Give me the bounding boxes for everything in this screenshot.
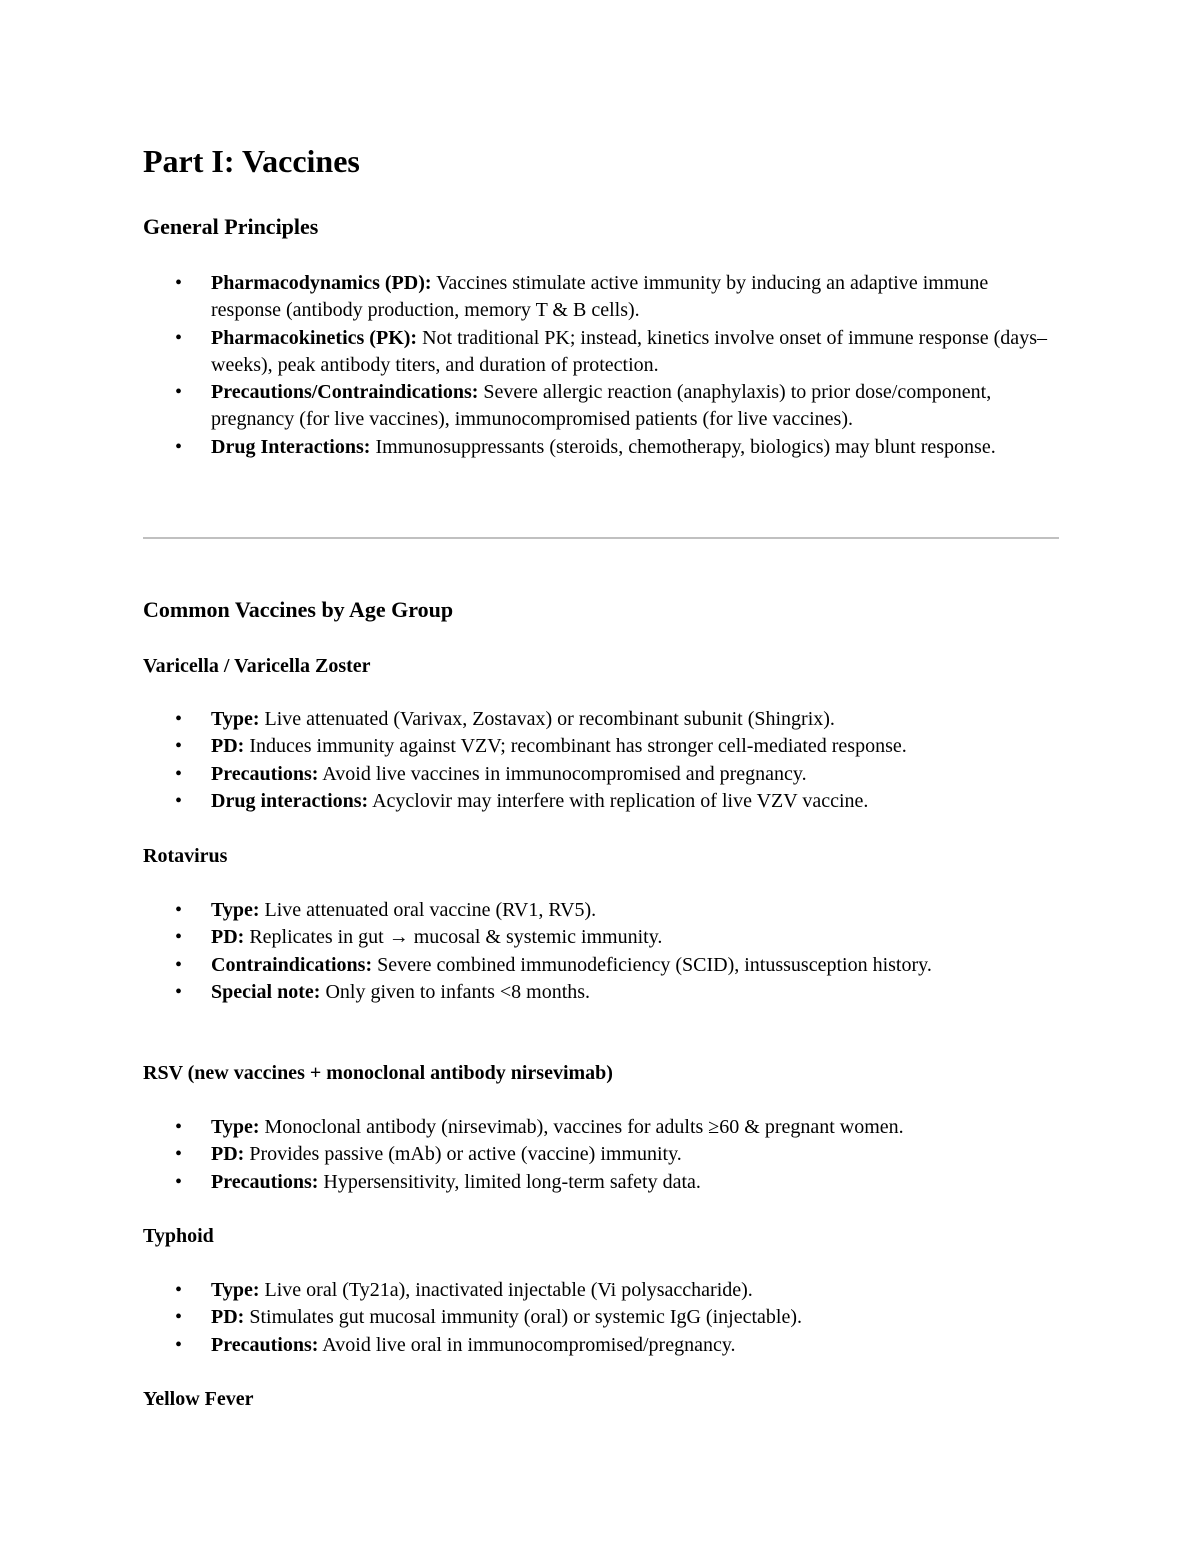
bullet-icon: • — [175, 708, 183, 730]
list-item: • Type: Live oral (Ty21a), inactivated injectable (Vi polysaccharide). — [143, 1277, 1059, 1304]
list-item: • Precautions: Hypersensitivity, limited long-term safety data. — [143, 1169, 1059, 1196]
bullet-icon: • — [175, 762, 183, 785]
list-item: • PD: Provides passive (mAb) or active (vaccine) immunity. — [143, 1141, 1059, 1168]
bullet-icon: • — [175, 789, 183, 812]
list-item: • Precautions: Avoid live vaccines in immunocompromised and pregnancy. — [143, 761, 1059, 788]
horizontal-divider — [143, 537, 1059, 539]
bullet-icon: • — [175, 980, 183, 1003]
typhoid-heading: Typhoid — [143, 1225, 214, 1247]
bullet-icon: • — [175, 326, 183, 349]
list-item: • Type: Live attenuated (Varivax, Zostavax) or recombinant subunit (Shingrix). — [143, 706, 1059, 733]
bullet-icon: • — [175, 899, 183, 921]
bullet-icon: • — [175, 1143, 183, 1166]
list-item: • Precautions: Avoid live oral in immunocompromised/pregnancy. — [143, 1332, 1059, 1359]
typhoid-list — [143, 1277, 1059, 1359]
rsv-list — [143, 1114, 1059, 1196]
bullet-icon: • — [175, 272, 183, 294]
bullet-icon: • — [175, 1116, 183, 1138]
list-item: • Precautions/Contraindications: Severe allergic reaction (anaphylaxis) to prior dose/component, pregnancy (for live vaccines), immunocompromised patients (for live vaccines). — [175, 381, 992, 431]
rsv-heading: RSV (new vaccines + monoclonal antibody nirsevimab) — [143, 1062, 613, 1084]
common-vaccines-heading: Common Vaccines by Age Group — [143, 597, 454, 622]
bullet-icon: • — [175, 381, 183, 404]
bullet-icon: • — [175, 1333, 183, 1356]
list-item: • Pharmacokinetics (PK): Not traditional PK; instead, kinetics involve onset of immune response (days–weeks), peak antibody titers, and duration of protection. — [175, 326, 1047, 376]
list-item: • Drug Interactions: Immunosuppressants (steroids, chemotherapy, biologics) may blunt response. — [143, 434, 1059, 461]
list-item: • Special note: Only given to infants <8 months. — [143, 979, 1059, 1006]
rotavirus-list — [143, 897, 1059, 1006]
bullet-icon: • — [175, 926, 183, 949]
bullet-icon: • — [175, 1170, 183, 1193]
list-item: • PD: Replicates in gut → mucosal & systemic immunity. — [143, 924, 1059, 951]
list-item: • Contraindications: Severe combined immunodeficiency (SCID), intussusception history. — [143, 952, 1059, 979]
varicella-heading: Varicella / Varicella Zoster — [143, 655, 371, 677]
yellow-fever-heading: Yellow Fever — [143, 1388, 254, 1410]
list-item: • PD: Induces immunity against VZV; recombinant has stronger cell-mediated response. — [143, 733, 1059, 760]
general-principles-heading: General Principles — [143, 214, 319, 239]
list-item: • Type: Live attenuated oral vaccine (RV1, RV5). — [143, 897, 1059, 924]
list-item: • Drug interactions: Acyclovir may interfere with replication of live VZV vaccine. — [143, 788, 1059, 815]
varicella-list — [143, 706, 1059, 815]
bullet-icon: • — [175, 1306, 183, 1329]
bullet-icon: • — [175, 735, 183, 758]
list-item: • PD: Stimulates gut mucosal immunity (oral) or systemic IgG (injectable). — [143, 1304, 1059, 1331]
page-title: Part I: Vaccines — [143, 143, 360, 179]
bullet-icon: • — [175, 435, 183, 458]
list-item: • Type: Monoclonal antibody (nirsevimab), vaccines for adults ≥60 & pregnant women. — [143, 1114, 1059, 1141]
list-item: • Pharmacodynamics (PD): Vaccines stimulate active immunity by inducing an adaptive immune response (antibody production, memory T & B cells). — [175, 272, 989, 322]
bullet-icon: • — [175, 1279, 183, 1301]
general-principles-list — [143, 270, 1059, 461]
bullet-icon: • — [175, 953, 183, 976]
rotavirus-heading: Rotavirus — [143, 845, 228, 867]
